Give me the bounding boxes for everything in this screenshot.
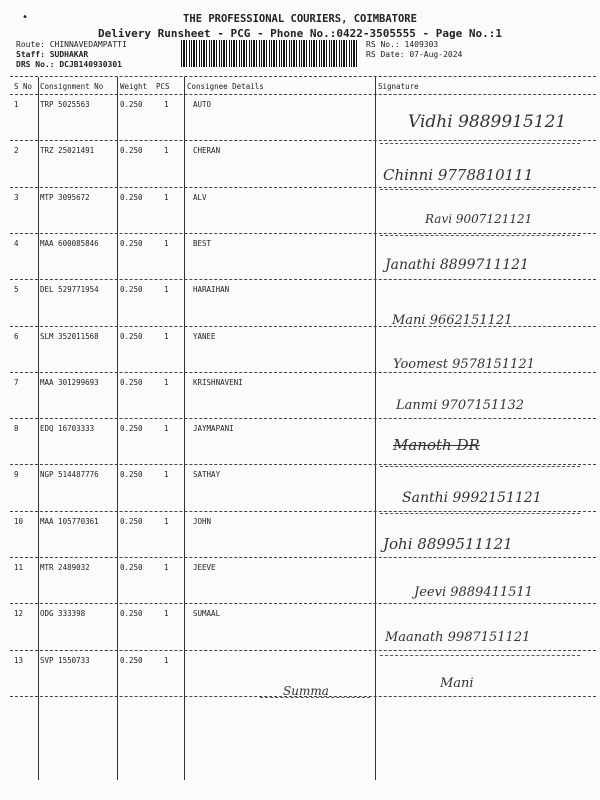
row-sno: 3 [14, 192, 19, 202]
signature-9: Santhi 9992151121 [402, 490, 542, 506]
row-pcs: 1 [164, 238, 169, 248]
row-pcs: 1 [164, 470, 169, 480]
row-weight: 0.250 [120, 424, 143, 434]
signature-3: Ravi 9007121121 [425, 212, 533, 226]
row-sno: 8 [14, 424, 19, 434]
signature-4: Janathi 8899711121 [385, 257, 529, 273]
header-bottom-border [10, 94, 596, 95]
row-separator [10, 511, 596, 512]
barcode [181, 40, 357, 67]
signature-10: Johi 8899511121 [383, 535, 513, 553]
row-sno: 11 [14, 563, 24, 572]
row-consignee: JAYMAPANI [193, 424, 234, 434]
row-consignment-no: NGP 514487776 [40, 470, 99, 480]
row-weight: 0.250 [120, 609, 143, 619]
signature-underline [380, 655, 580, 656]
signature-underline [380, 143, 580, 144]
row-separator [10, 603, 596, 604]
row-sno: 1 [14, 100, 19, 109]
row-consignee: JEEVE [193, 563, 216, 572]
signature-underline [380, 189, 580, 190]
row-sno: 13 [14, 655, 24, 665]
row-pcs: 1 [164, 377, 169, 387]
header-pcs: PCS [156, 82, 170, 91]
signature-2: Chinni 9778810111 [383, 166, 534, 184]
row-consignee: SUMAAL [193, 609, 221, 619]
signature-underline [260, 697, 370, 698]
row-consignment-no: TRP 5025563 [40, 100, 90, 109]
runsheet-meta-right [366, 40, 462, 60]
header-consignment: Consignment No [40, 82, 104, 91]
row-pcs: 1 [164, 655, 169, 665]
row-consignment-no: EDQ 16703333 [40, 424, 95, 434]
row-weight: 0.250 [120, 238, 143, 248]
signature-1: Vidhi 9889915121 [408, 112, 567, 132]
speck-mark: • [22, 12, 29, 23]
signature-11: Jeevi 9889411511 [414, 585, 533, 600]
row-separator [10, 140, 596, 141]
row-consignment-no: MTR 2489032 [40, 563, 90, 572]
row-separator [10, 418, 596, 419]
row-pcs: 1 [164, 100, 169, 109]
row-consignment-no: MAA 301299693 [40, 377, 99, 387]
signature-5: Mani 9662151121 [392, 313, 513, 328]
row-consignee: SATHAY [193, 470, 221, 480]
row-weight: 0.250 [120, 655, 143, 665]
signature-14: Summa [283, 684, 329, 698]
row-pcs: 1 [164, 192, 169, 202]
row-sno: 6 [14, 331, 19, 341]
signature-7: Lanmi 9707151132 [396, 398, 525, 413]
header-weight: Weight [120, 82, 148, 91]
row-separator [10, 557, 596, 558]
row-weight: 0.250 [120, 146, 143, 156]
row-sno: 10 [14, 516, 24, 526]
runsheet-meta-left [16, 40, 127, 70]
row-sno: 2 [14, 146, 19, 156]
column-divider [117, 77, 118, 780]
row-sno: 12 [14, 609, 24, 619]
row-weight: 0.250 [120, 470, 143, 480]
row-pcs: 1 [164, 285, 169, 295]
column-divider [38, 77, 39, 780]
company-title: THE PROFESSIONAL COURIERS, COIMBATORE [183, 13, 417, 25]
signature-underline [380, 466, 580, 467]
row-weight: 0.250 [120, 192, 143, 202]
row-consignment-no: TRZ 25021491 [40, 146, 95, 156]
row-separator [10, 187, 596, 188]
row-consignee: YANEE [193, 331, 216, 341]
row-consignment-no: MAA 105770361 [40, 516, 99, 526]
row-pcs: 1 [164, 609, 169, 619]
row-consignee: KRISHNAVENI [193, 377, 243, 387]
header-signature: Signature [378, 82, 419, 91]
row-consignee: CHERAN [193, 146, 221, 156]
row-weight: 0.250 [120, 331, 143, 341]
header-consignee: Consignee Details [187, 82, 264, 91]
row-separator [10, 233, 596, 234]
row-pcs: 1 [164, 146, 169, 156]
row-consignment-no: ODG 333398 [40, 609, 86, 619]
row-weight: 0.250 [120, 377, 143, 387]
row-consignee: ALV [193, 192, 207, 202]
signature-8: Manoth DR [393, 436, 480, 454]
row-weight: 0.250 [120, 516, 143, 526]
rs-number: RS No.: 1409303 [366, 40, 439, 49]
row-consignment-no: SLM 352011568 [40, 331, 99, 341]
signature-13: Mani [440, 676, 474, 691]
signature-underline [380, 235, 580, 236]
row-pcs: 1 [164, 424, 169, 434]
row-separator [10, 279, 596, 280]
row-pcs: 1 [164, 516, 169, 526]
column-divider [375, 77, 376, 780]
row-sno: 5 [14, 285, 19, 295]
row-pcs: 1 [164, 563, 169, 572]
signature-12: Maanath 9987151121 [385, 630, 531, 645]
staff-text: Staff: SUDHAKAR [16, 50, 89, 59]
route-text: Route: CHINNAVEDAMPATTI [16, 40, 127, 49]
row-weight: 0.250 [120, 563, 143, 572]
signature-underline [380, 513, 580, 514]
row-consignment-no: DEL 529771954 [40, 285, 99, 295]
drs-number: DRS No.: DCJB140930301 [16, 60, 122, 69]
column-divider [184, 77, 185, 780]
row-consignment-no: SVP 1550733 [40, 655, 90, 665]
row-consignee: AUTO [193, 100, 212, 109]
header-sno: S No [14, 82, 33, 91]
row-weight: 0.250 [120, 285, 143, 295]
rs-date: RS Date: 07-Aug-2024 [366, 50, 463, 59]
row-consignee: JOHN [193, 516, 212, 526]
row-separator [10, 650, 596, 651]
row-pcs: 1 [164, 331, 169, 341]
row-consignee: HARAIHAN [193, 285, 230, 295]
row-consignee: BEST [193, 238, 212, 248]
row-sno: 4 [14, 238, 19, 248]
row-consignment-no: MAA 600085846 [40, 238, 99, 248]
row-sno: 9 [14, 470, 19, 480]
signature-6: Yoomest 9578151121 [393, 357, 535, 372]
row-sno: 7 [14, 377, 19, 387]
table-top-border [10, 76, 596, 77]
row-weight: 0.250 [120, 100, 143, 109]
row-consignment-no: MTP 3095672 [40, 192, 90, 202]
runsheet-title: Delivery Runsheet - PCG - Phone No.:0422-3505555 - Page No.:1 [98, 27, 502, 40]
